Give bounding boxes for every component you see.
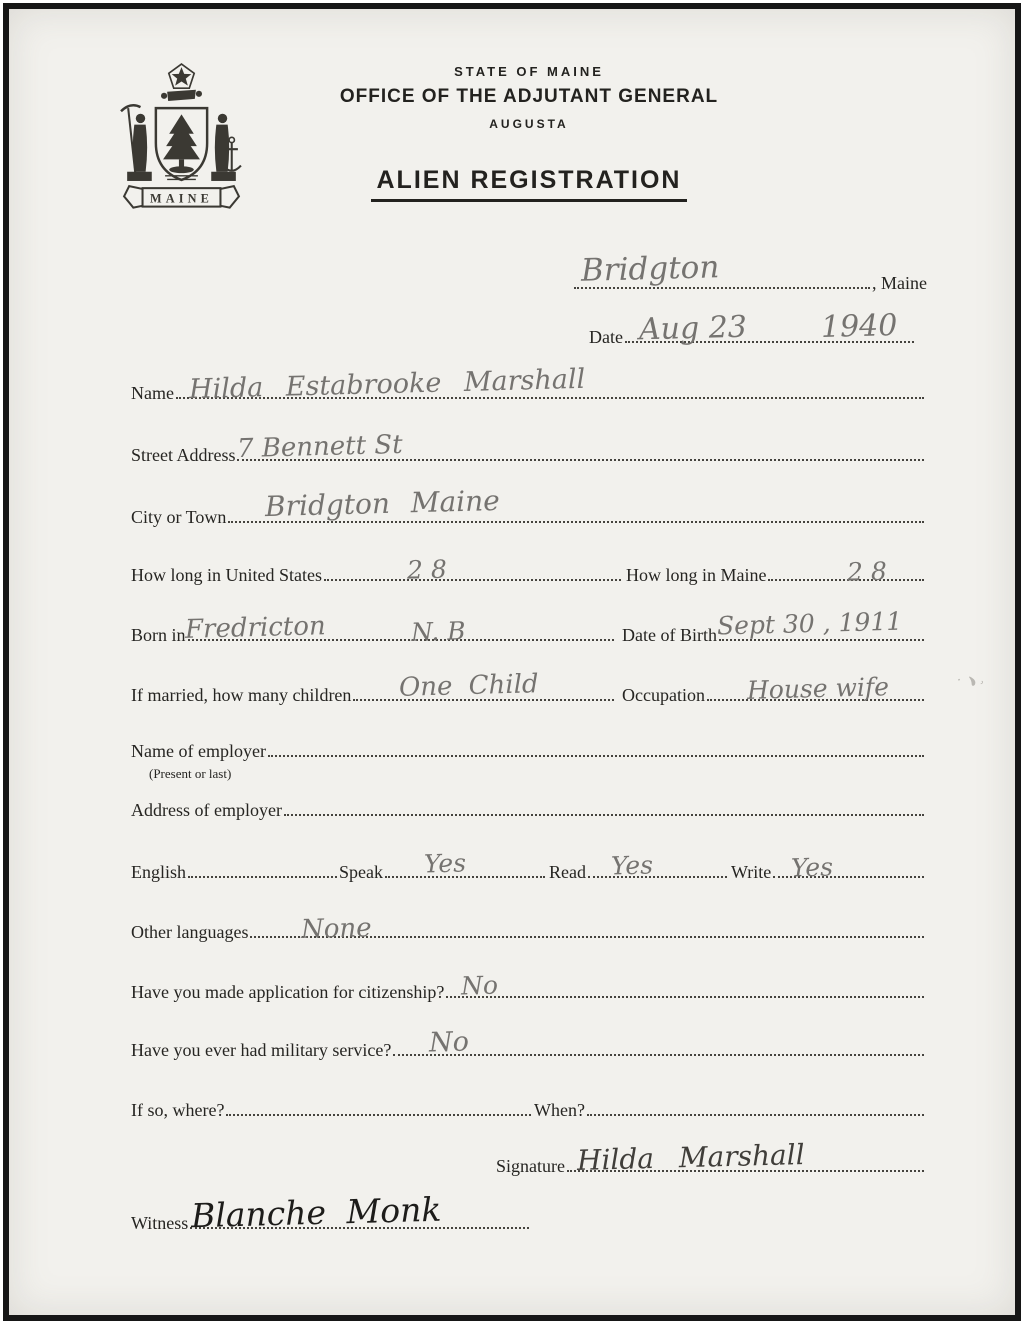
children-label: If married, how many children [131,685,352,705]
handwritten-signature: Hilda Marshall [576,1138,806,1177]
name-label: Name [131,383,174,403]
dotted-line [324,578,621,581]
other-languages-label: Other languages [131,922,249,942]
citizenship-label: Have you made application for citizenship? [131,982,445,1002]
seal-banner-text: MAINE [150,191,213,206]
employer-address-line [131,795,926,821]
dotted-line [188,875,337,878]
dotted-line [226,1113,531,1116]
handwritten-born-province: N. B [410,616,466,647]
handwritten-street: 7 Bennett St [236,429,403,465]
place-suffix: , Maine [872,273,927,293]
handwritten-us-years: 28 [406,554,456,585]
handwritten-place: Bridgton [580,249,720,289]
occupation-label: Occupation [622,685,705,705]
signature-label: Signature [496,1156,565,1176]
form-header [279,61,779,202]
speak-label: Speak [339,862,383,882]
military-label: Have you ever had military service? [131,1040,392,1060]
handwritten-read: Yes [610,850,654,881]
dotted-line [446,995,924,998]
header-state: STATE OF MAINE [454,64,604,79]
born-in-label: Born in [131,625,186,645]
handwritten-children: One Child [398,669,539,703]
handwritten-other-languages: None [300,913,372,945]
maine-years-label: How long in Maine [626,565,767,585]
handwritten-dob: Sept 30 , 1911 [716,606,903,641]
date-label: Date [589,327,623,347]
citizenship-line [131,977,926,1003]
dotted-line [393,1053,924,1056]
handwritten-date-year: 1940 [820,308,898,345]
handwritten-city-town: Bridgton Maine [264,483,501,524]
other-languages-line [131,917,926,943]
dotted-line [587,1113,924,1116]
city-label: City or Town [131,507,227,527]
city-line [131,502,926,528]
dob-label: Date of Birth [622,625,717,645]
handwritten-citizenship: No [460,970,499,1001]
english-label: English [131,862,187,882]
form-title: ALIEN REGISTRATION [371,166,688,202]
handwritten-witness: Blanche Monk [190,1189,442,1236]
where-line [131,1095,533,1121]
handwritten-speak: Yes [423,848,467,879]
military-line [131,1035,926,1061]
witness-label: Witness [131,1213,189,1233]
handwritten-write: Yes [790,852,834,883]
employer-name-line [131,736,926,762]
handwritten-military: No [428,1026,470,1059]
write-label: Write [731,862,772,882]
dotted-line [284,813,924,816]
pencil-smudge: ·﹅˒ [955,672,988,693]
header-city: AUGUSTA [489,117,569,131]
handwritten-date-month-day: Aug 23 [638,309,748,348]
employer-name-label: Name of employer [131,741,266,761]
children-line [131,680,616,706]
dotted-line [268,754,924,757]
read-label: Read [549,862,586,882]
when-label: When? [534,1100,585,1120]
maine-state-seal-icon [114,61,249,223]
handwritten-name: Hilda Estabrooke Marshall [188,363,586,406]
us-years-line [131,560,623,586]
handwritten-occupation: House wife [746,672,890,705]
english-line [131,857,339,883]
street-label: Street Address [131,445,236,465]
dotted-line [588,875,727,878]
header-office: OFFICE OF THE ADJUTANT GENERAL [339,86,719,107]
handwritten-maine-years: 28 [846,556,896,587]
handwritten-born-place: Fredricton [184,611,327,645]
form-page [9,9,1015,1315]
us-years-label: How long in United States [131,565,322,585]
when-line [534,1095,926,1121]
employer-name-sublabel: (Present or last) [149,766,232,781]
employer-address-label: Address of employer [131,800,282,820]
where-label: If so, where? [131,1100,225,1120]
